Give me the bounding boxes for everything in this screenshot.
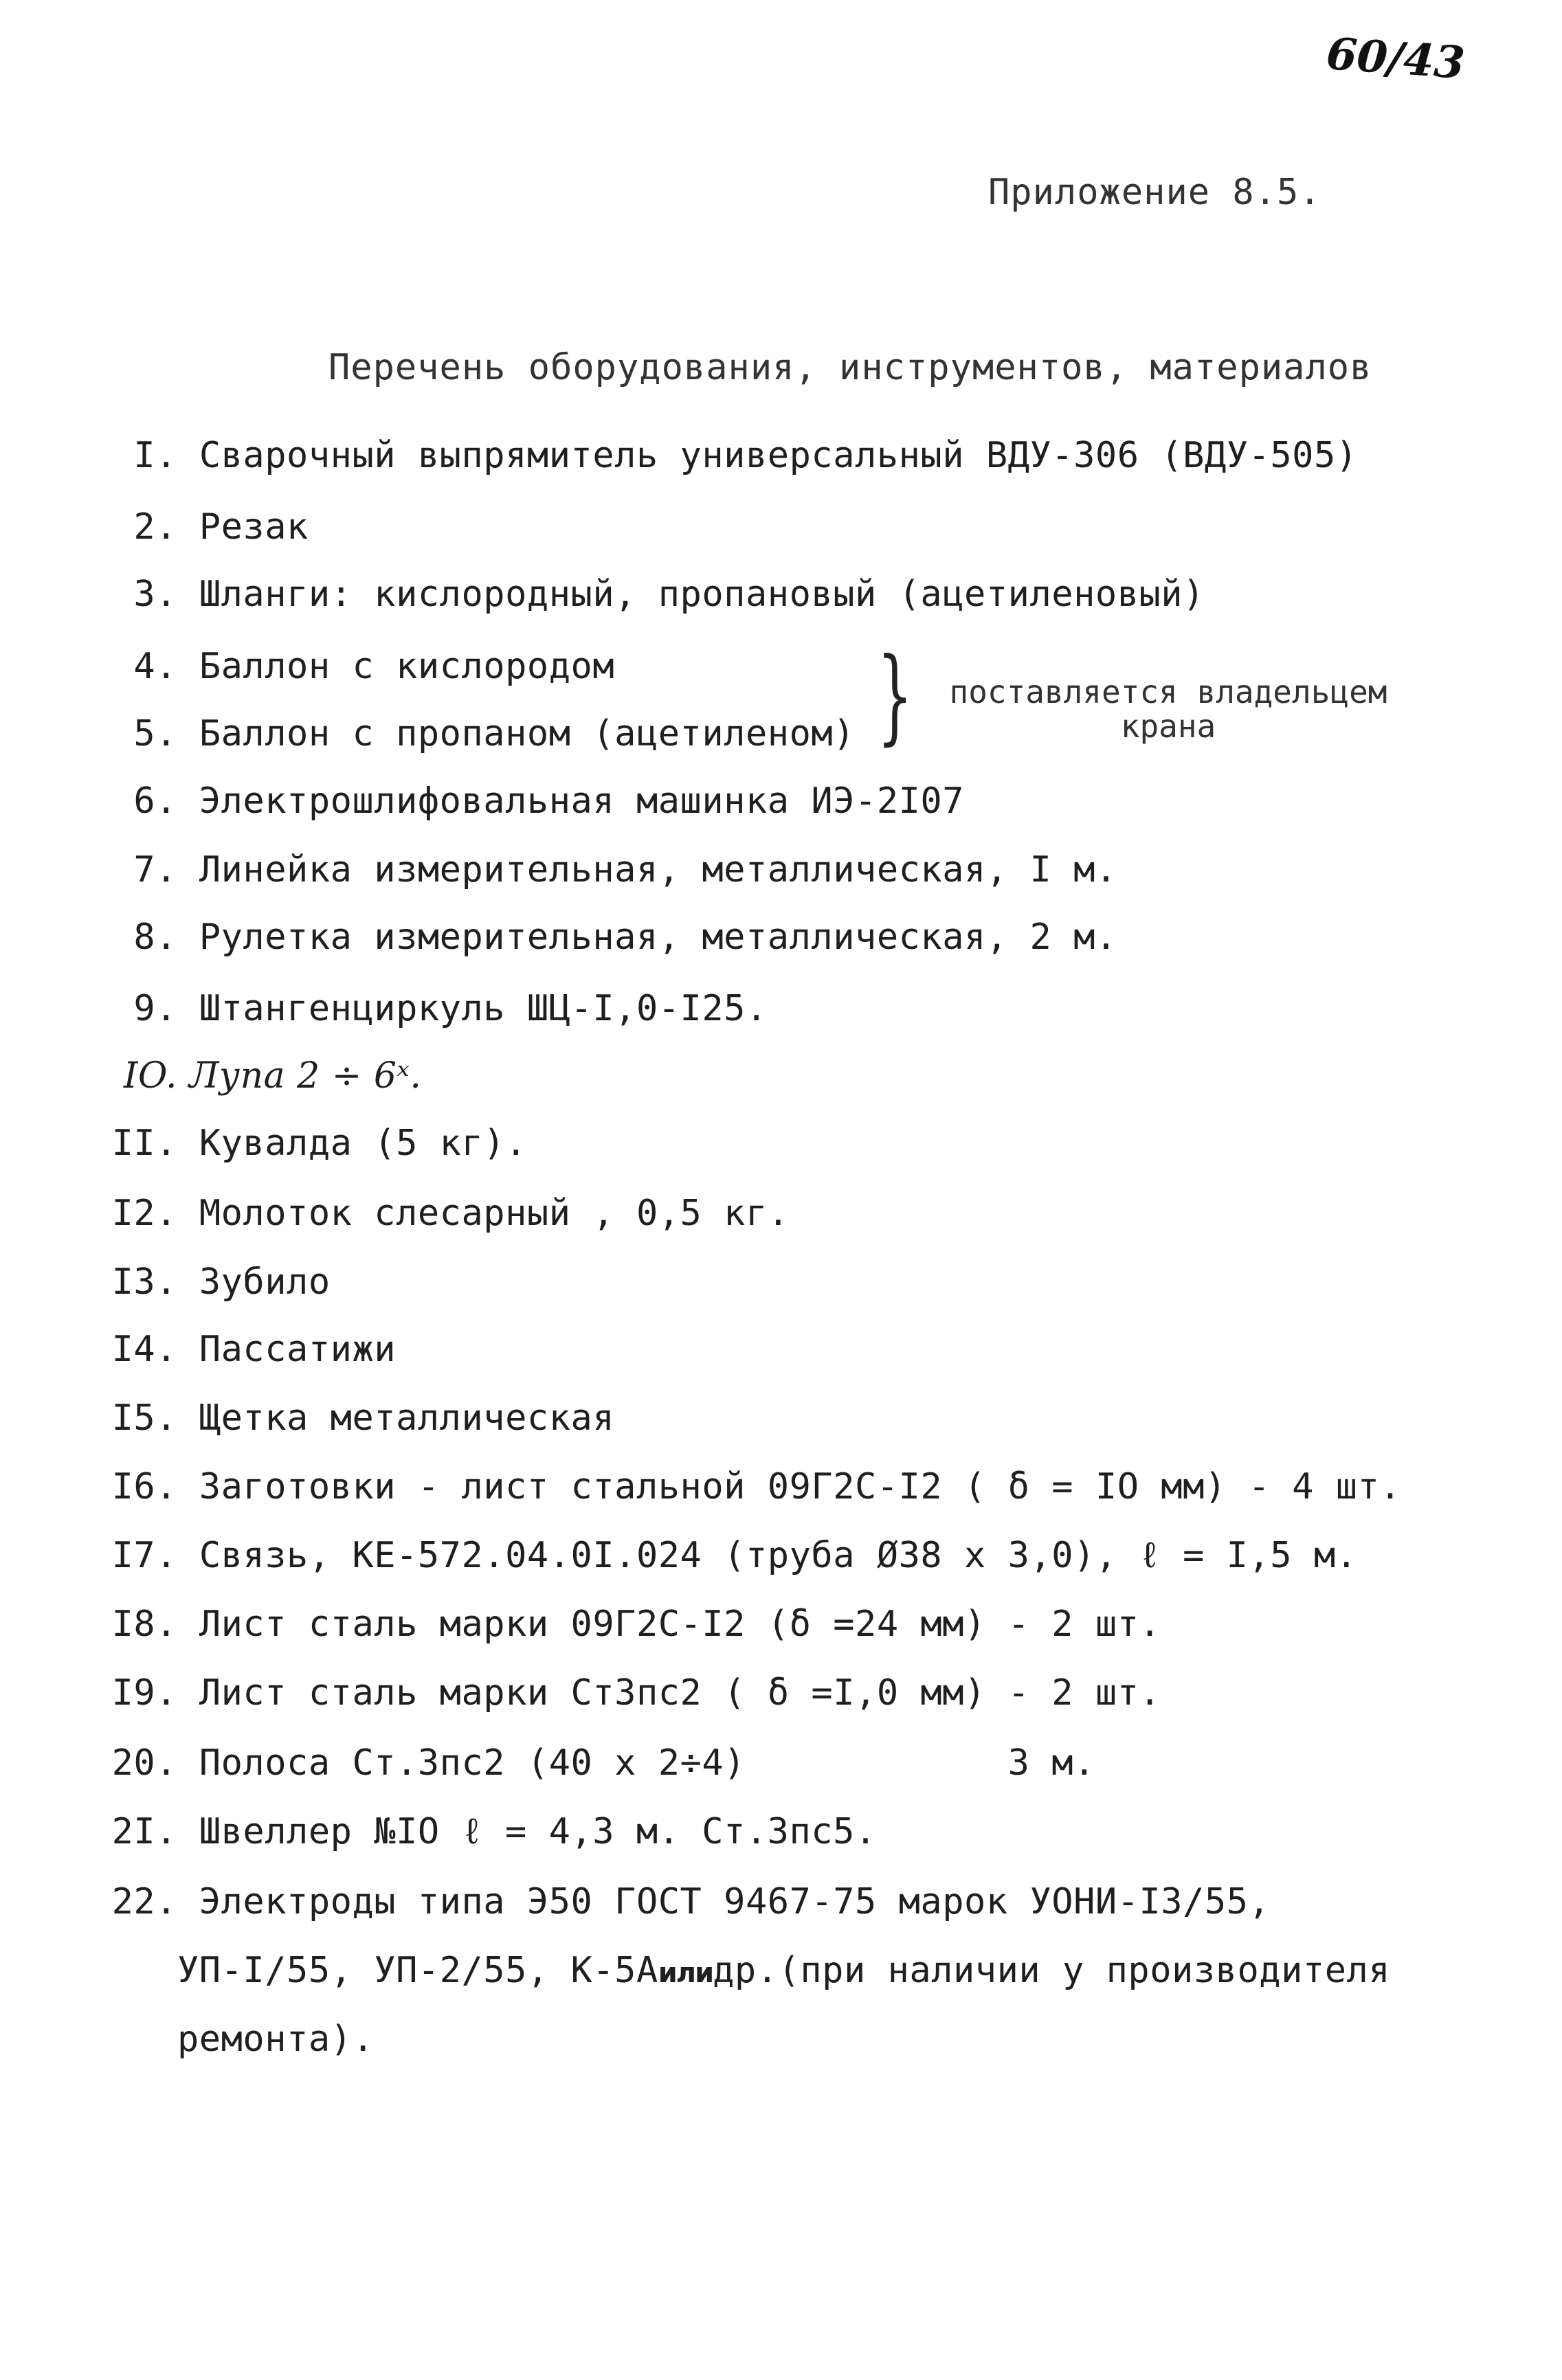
item-number: 22.	[111, 1881, 177, 1922]
document-title: Перечень оборудования, инструментов, материалов	[328, 347, 1372, 388]
list-item	[102, 1535, 1357, 1578]
item-text: Сварочный выпрямитель универсальный ВДУ-306 (ВДУ-505)	[199, 435, 1358, 476]
item-text: Лупа 2 ÷ 6ˣ.	[189, 1055, 422, 1097]
item-text: Лист сталь марки 09Г2С-I2 (δ =24 мм) - 2 шт.	[199, 1604, 1161, 1645]
item-number: 8.	[133, 917, 177, 958]
list-item	[102, 1055, 421, 1097]
list-item-continuation	[177, 1950, 1390, 1991]
item-text: Лист сталь марки Ст3пс2 ( δ =I,0 мм) - 2 шт.	[199, 1672, 1161, 1714]
item-text-line2-end: др.(при наличии у производителя	[713, 1950, 1391, 1991]
item-number: II.	[111, 1123, 177, 1164]
list-item	[102, 1261, 331, 1303]
list-item	[122, 781, 964, 822]
list-item-continuation	[177, 2019, 374, 2060]
list-item	[122, 988, 768, 1029]
item-number: I2.	[111, 1193, 177, 1234]
appendix-label: Приложение 8.5.	[988, 172, 1321, 213]
item-text: Молоток слесарный , 0,5 кг.	[199, 1193, 790, 1234]
item-text: Полоса Ст.3пс2 (40 х 2÷4) 3 м.	[199, 1742, 1095, 1784]
item-text: Рулетка измерительная, металлическая, 2 м.	[199, 917, 1117, 958]
list-item	[122, 435, 1358, 476]
list-item	[102, 1397, 614, 1439]
item-text-line3: ремонта).	[177, 2019, 375, 2060]
handwritten-insert: или	[658, 1957, 713, 1989]
list-item	[102, 1811, 877, 1854]
item-number: 7.	[133, 849, 177, 890]
item-number: I.	[133, 435, 177, 476]
list-item	[102, 1123, 527, 1164]
supplier-note-line2: крана	[1120, 708, 1216, 745]
item-number: 2.	[133, 506, 177, 548]
item-text-line2-start: УП-I/55, УП-2/55, К-5А	[177, 1950, 658, 1991]
item-text: Зубило	[199, 1261, 331, 1303]
item-text: Баллон с кислородом	[199, 646, 615, 687]
list-item	[122, 574, 1205, 615]
list-item	[122, 917, 1117, 958]
item-number: 2I.	[111, 1811, 177, 1852]
item-text: Линейка измерительная, металлическая, I м.	[199, 849, 1117, 890]
item-text: Шланги: кислородный, пропановый (ацетиленовый)	[199, 574, 1205, 615]
item-number: 6.	[133, 781, 177, 822]
item-number: 20.	[111, 1742, 177, 1784]
list-item	[102, 1742, 1095, 1784]
item-number: 9.	[133, 988, 177, 1029]
list-item	[122, 849, 1117, 890]
list-item	[102, 1329, 396, 1370]
list-item	[102, 1672, 1161, 1714]
item-number: 4.	[133, 646, 177, 687]
item-text: Швеллер №IO ℓ = 4,3 м. Ст.3пс5.	[199, 1811, 877, 1852]
item-text: Электроды типа Э50 ГОСТ 9467-75 марок УОНИ-I3/55,	[199, 1881, 1271, 1922]
item-number: 3.	[133, 574, 177, 615]
item-number: I8.	[111, 1604, 177, 1645]
item-number: I7.	[111, 1535, 177, 1576]
item-number: IO.	[123, 1055, 177, 1097]
item-text: Заготовки - лист стальной 09Г2С-I2 ( δ = IO мм) - 4 шт.	[199, 1466, 1402, 1507]
item-text: Пассатижи	[199, 1329, 397, 1370]
supplier-note-line1: поставляется владельцем	[949, 673, 1387, 710]
item-text: Электрошлифовальная машинка ИЭ-2I07	[199, 781, 965, 822]
curly-brace-icon: }	[877, 636, 913, 756]
list-item	[122, 506, 309, 548]
list-item	[102, 1881, 1270, 1922]
item-text: Резак	[199, 506, 309, 548]
item-number: I6.	[111, 1466, 177, 1507]
item-text: Баллон с пропаном (ацетиленом)	[199, 713, 856, 754]
list-item	[122, 713, 855, 754]
item-number: I3.	[111, 1261, 177, 1303]
item-number: 5.	[133, 713, 177, 754]
item-number: I5.	[111, 1397, 177, 1439]
item-number: I4.	[111, 1329, 177, 1370]
item-text: Щетка металлическая	[199, 1397, 615, 1439]
list-item	[102, 1604, 1161, 1645]
item-text: Связь, КЕ-572.04.0I.024 (труба Ø38 х 3,0), ℓ = I,5 м.	[199, 1535, 1358, 1576]
page-number: 60/43	[1324, 28, 1466, 89]
supplier-note	[928, 675, 1409, 743]
list-item	[102, 1193, 790, 1234]
item-text: Кувалда (5 кг).	[199, 1123, 527, 1164]
item-number: I9.	[111, 1672, 177, 1714]
item-text: Штангенциркуль ШЦ-I,0-I25.	[199, 988, 768, 1029]
list-item	[102, 1466, 1401, 1507]
list-item	[122, 646, 614, 687]
